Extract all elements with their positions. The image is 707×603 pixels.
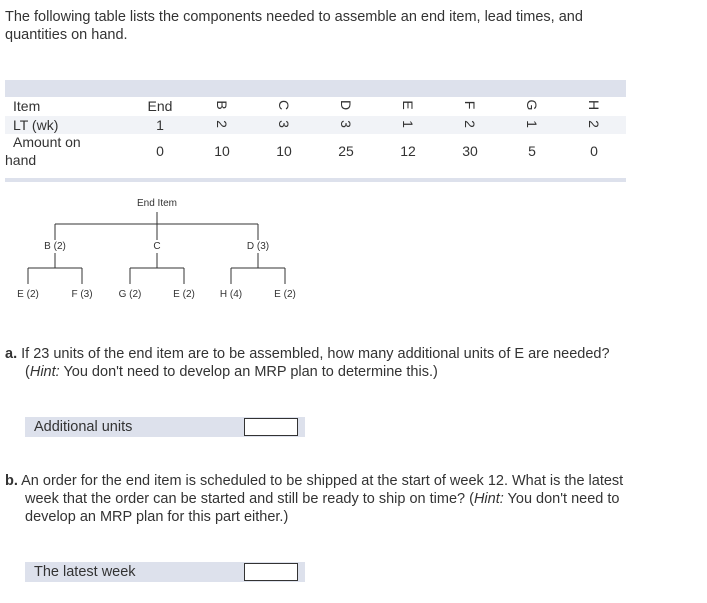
cell-item-h: H	[586, 99, 602, 111]
tree-node-b-e: E (2)	[17, 289, 39, 300]
cell-amount-f: 30	[462, 143, 478, 159]
answer-row-additional-units	[25, 417, 305, 437]
cell-lt-c: 3	[276, 120, 292, 128]
question-a	[5, 345, 647, 381]
tree-node-b: B (2)	[44, 241, 66, 252]
tree-node-end-item: End Item	[136, 198, 178, 209]
cell-amount-end: 0	[156, 143, 164, 159]
tree-node-b-f: F (3)	[71, 289, 93, 300]
tree-node-c-g: G (2)	[118, 289, 142, 300]
table-header-band	[5, 80, 626, 97]
tree-node-d-h: H (4)	[219, 289, 243, 300]
row-label-amount-2: hand	[5, 152, 37, 168]
cell-lt-f: 2	[462, 120, 478, 128]
question-b	[5, 472, 647, 526]
question-a-hint: Hint:	[29, 364, 60, 380]
additional-units-input[interactable]	[244, 418, 298, 436]
cell-item-end: End	[147, 98, 173, 114]
question-b-hint: Hint:	[473, 491, 504, 507]
cell-lt-h: 2	[586, 120, 602, 128]
additional-units-label: Additional units	[34, 419, 133, 435]
question-a-text: If 23 units of the end item are to be assembled, how many additional units of E are needed? (	[21, 346, 610, 380]
question-b-hint-text: You don't need to develop an MRP plan for this part either.)	[25, 491, 620, 525]
row-label-item: Item	[13, 98, 41, 114]
question-a-hint-text: You don't need to develop an MRP plan to determine this.)	[59, 364, 438, 380]
cell-item-e: E	[400, 100, 416, 110]
row-label-amount: Amount on	[13, 134, 81, 150]
cell-amount-d: 25	[338, 143, 354, 159]
cell-lt-d: 3	[338, 120, 354, 128]
cell-amount-b: 10	[214, 143, 230, 159]
cell-lt-g: 1	[524, 120, 540, 128]
latest-week-input[interactable]	[244, 563, 298, 581]
cell-item-b: B	[214, 100, 230, 110]
question-a-letter: a.	[5, 346, 18, 362]
cell-item-c: C	[276, 99, 292, 111]
cell-lt-end: 1	[156, 117, 164, 133]
cell-item-d: D	[338, 99, 354, 111]
cell-amount-g: 5	[528, 143, 536, 159]
intro-text: The following table lists the components needed to assemble an end item, lead times, and quantities on hand.	[5, 9, 583, 43]
question-b-text: An order for the end item is scheduled to be shipped at the start of week 12. What is the latest week that the order can be started and still be ready to ship on time? (	[21, 473, 624, 507]
latest-week-label: The latest week	[34, 564, 136, 580]
tree-node-d-e: E (2)	[274, 289, 296, 300]
answer-row-latest-week	[25, 562, 305, 582]
cell-amount-h: 0	[590, 143, 598, 159]
tree-node-c: C	[153, 241, 161, 252]
tree-node-c-e: E (2)	[173, 289, 195, 300]
table-bottom-band	[5, 178, 626, 182]
cell-lt-e: 1	[400, 120, 416, 128]
cell-amount-e: 12	[400, 143, 416, 159]
tree-node-d: D (3)	[246, 241, 270, 252]
question-b-letter: b.	[5, 473, 18, 489]
cell-item-g: G	[524, 99, 540, 111]
row-label-lt: LT (wk)	[13, 117, 59, 133]
cell-lt-b: 2	[214, 120, 230, 128]
cell-amount-c: 10	[276, 143, 292, 159]
cell-item-f: F	[462, 100, 478, 110]
